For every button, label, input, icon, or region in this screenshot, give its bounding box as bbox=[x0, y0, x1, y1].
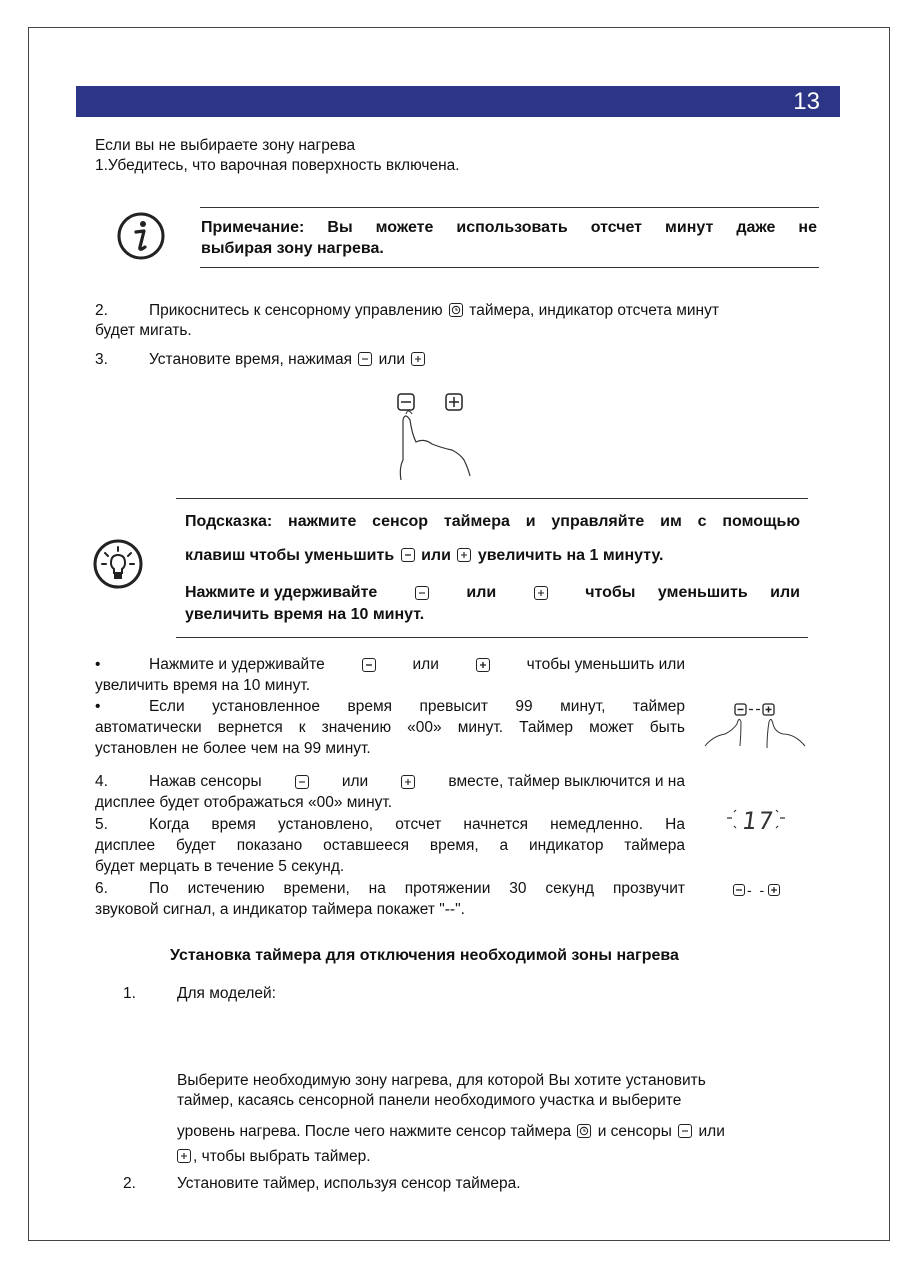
tip-top-rule bbox=[176, 498, 808, 499]
section-para-line-3-c: или bbox=[698, 1123, 725, 1140]
section-step-1-text: Для моделей: bbox=[177, 985, 276, 1002]
plus-key-icon bbox=[401, 775, 415, 789]
step-4 bbox=[95, 773, 685, 791]
section-para-line-3-b: и сенсоры bbox=[597, 1123, 672, 1140]
minus-key-icon bbox=[295, 775, 309, 789]
bullet-1-a: Нажмите и удерживайте bbox=[149, 656, 325, 673]
tip-line-2-c: увеличить на 1 минуту. bbox=[477, 547, 664, 564]
step-3-or: или bbox=[378, 351, 406, 368]
minus-key-icon bbox=[733, 884, 745, 896]
minus-key-icon bbox=[678, 1124, 692, 1138]
timer-key-icon bbox=[449, 303, 463, 317]
tip-line-1: Подсказка: нажмите сенсор таймера и управляйте им с помощью bbox=[185, 513, 800, 530]
tip-line-2-b: или bbox=[421, 547, 451, 564]
step-5-line-2: дисплее будет показано оставшееся время, а индикатор таймера bbox=[95, 837, 685, 854]
step-4-line-2: дисплее будет отображаться «00» минут. bbox=[95, 794, 393, 811]
bullet-2 bbox=[95, 698, 685, 716]
note-line-1: Примечание: Вы можете использовать отсчет минут даже не bbox=[201, 219, 817, 236]
two-finger-press-illustration bbox=[703, 700, 809, 756]
tip-line-4: увеличить время на 10 минут. bbox=[185, 606, 425, 623]
section-para-line-4-text: , чтобы выбрать таймер. bbox=[193, 1148, 371, 1165]
note-line-2: выбирая зону нагрева. bbox=[201, 240, 384, 257]
step-2-text-b: таймера, индикатор отсчета минут bbox=[469, 302, 719, 319]
intro-line-2: 1.Убедитесь, что варочная поверхность включена. bbox=[95, 157, 460, 174]
section-para-line-3-a: уровень нагрева. После чего нажмите сенсор таймера bbox=[177, 1123, 572, 1140]
step-6-line-1: По истечению времени, на протяжении 30 секунд прозвучит bbox=[149, 880, 685, 897]
step-3 bbox=[95, 351, 427, 369]
step-4-c: вместе, таймер выключится и на bbox=[448, 773, 685, 790]
minus-key-icon bbox=[362, 658, 376, 672]
step-3-text: Установите время, нажимая bbox=[149, 351, 353, 368]
bullet-1 bbox=[95, 656, 685, 674]
step-6-number: 6. bbox=[95, 880, 108, 897]
section-step-1 bbox=[123, 985, 276, 1003]
step-4-b: или bbox=[341, 773, 369, 790]
tip-line-3-b: или bbox=[466, 584, 497, 601]
bullet-2-mark: • bbox=[95, 698, 101, 715]
note-bottom-rule bbox=[200, 267, 819, 268]
step-5-line-1: Когда время установлено, отсчет начнется немедленно. На bbox=[149, 816, 685, 833]
minus-key-icon bbox=[401, 548, 415, 562]
step-4-number: 4. bbox=[95, 773, 108, 790]
bullet-1-b: или bbox=[412, 656, 439, 673]
bullet-2-line-3: установлен не более чем на 99 минут. bbox=[95, 740, 371, 757]
step-6-line-2: звуковой сигнал, а индикатор таймера покажет "--". bbox=[95, 901, 465, 918]
section-step-2 bbox=[123, 1175, 521, 1193]
step-2 bbox=[95, 302, 819, 320]
step-3-number: 3. bbox=[95, 351, 108, 368]
plus-key-icon bbox=[177, 1149, 191, 1163]
plus-key-icon bbox=[534, 586, 548, 600]
minus-key-icon bbox=[358, 352, 372, 366]
step-2-line-2: будет мигать. bbox=[95, 322, 192, 339]
tip-line-3-c: чтобы уменьшить или bbox=[585, 584, 800, 601]
bullet-1-mark: • bbox=[95, 656, 101, 673]
section-step-2-number: 2. bbox=[123, 1175, 136, 1192]
step-2-text: Прикоснитесь к сенсорному управлению bbox=[149, 302, 443, 319]
section-step-2-text: Установите таймер, используя сенсор таймера. bbox=[177, 1175, 521, 1192]
step-5-line-3: будет мерцать в течение 5 секунд. bbox=[95, 858, 345, 875]
note-top-rule bbox=[200, 207, 819, 208]
tip-bottom-rule bbox=[176, 637, 808, 638]
step-6 bbox=[95, 880, 685, 898]
lightbulb-icon bbox=[92, 538, 144, 590]
bullet-2-line-1: Если установленное время превысит 99 минут, таймер bbox=[149, 698, 685, 715]
page-frame bbox=[28, 27, 890, 1241]
plus-key-icon bbox=[768, 884, 780, 896]
tip-line-2 bbox=[185, 547, 663, 565]
bullet-1-c: чтобы уменьшить или bbox=[526, 656, 685, 673]
minus-key-icon bbox=[415, 586, 429, 600]
step-5 bbox=[95, 816, 685, 834]
section-para-line-2: таймер, касаясь сенсорной панели необходимого участка и выберите bbox=[177, 1092, 682, 1109]
timer-key-icon bbox=[577, 1124, 591, 1138]
tip-line-2-a: клавиш чтобы уменьшить bbox=[185, 547, 395, 564]
timer-display-graphic bbox=[724, 806, 788, 836]
bullet-2-line-2: автоматически вернется к значению «00» минут. Таймер может быть bbox=[95, 719, 685, 736]
plus-key-icon bbox=[476, 658, 490, 672]
display-dashes: - - bbox=[747, 882, 767, 898]
section-para-line-3 bbox=[177, 1123, 725, 1141]
info-icon bbox=[116, 211, 166, 261]
page-number: 13 bbox=[793, 88, 820, 115]
header-bar bbox=[76, 86, 840, 117]
bullet-1-line-2: увеличить время на 10 минут. bbox=[95, 677, 311, 694]
step-2-number: 2. bbox=[95, 302, 108, 319]
intro-line-1: Если вы не выбираете зону нагрева bbox=[95, 137, 356, 154]
step-5-number: 5. bbox=[95, 816, 108, 833]
section-title: Установка таймера для отключения необходимой зоны нагрева bbox=[170, 947, 679, 964]
section-para-line-1: Выберите необходимую зону нагрева, для которой Вы хотите установить bbox=[177, 1072, 706, 1089]
timer-dashes-graphic bbox=[731, 882, 782, 898]
tip-line-3-a: Нажмите и удерживайте bbox=[185, 584, 378, 601]
display-digits: 17 bbox=[740, 807, 777, 835]
step-4-a: Нажав сенсоры bbox=[149, 773, 262, 790]
plus-key-icon bbox=[457, 548, 471, 562]
section-para-line-4 bbox=[177, 1148, 371, 1166]
finger-press-illustration bbox=[390, 388, 480, 484]
tip-line-3 bbox=[185, 584, 800, 602]
section-step-1-number: 1. bbox=[123, 985, 136, 1002]
plus-key-icon bbox=[411, 352, 425, 366]
